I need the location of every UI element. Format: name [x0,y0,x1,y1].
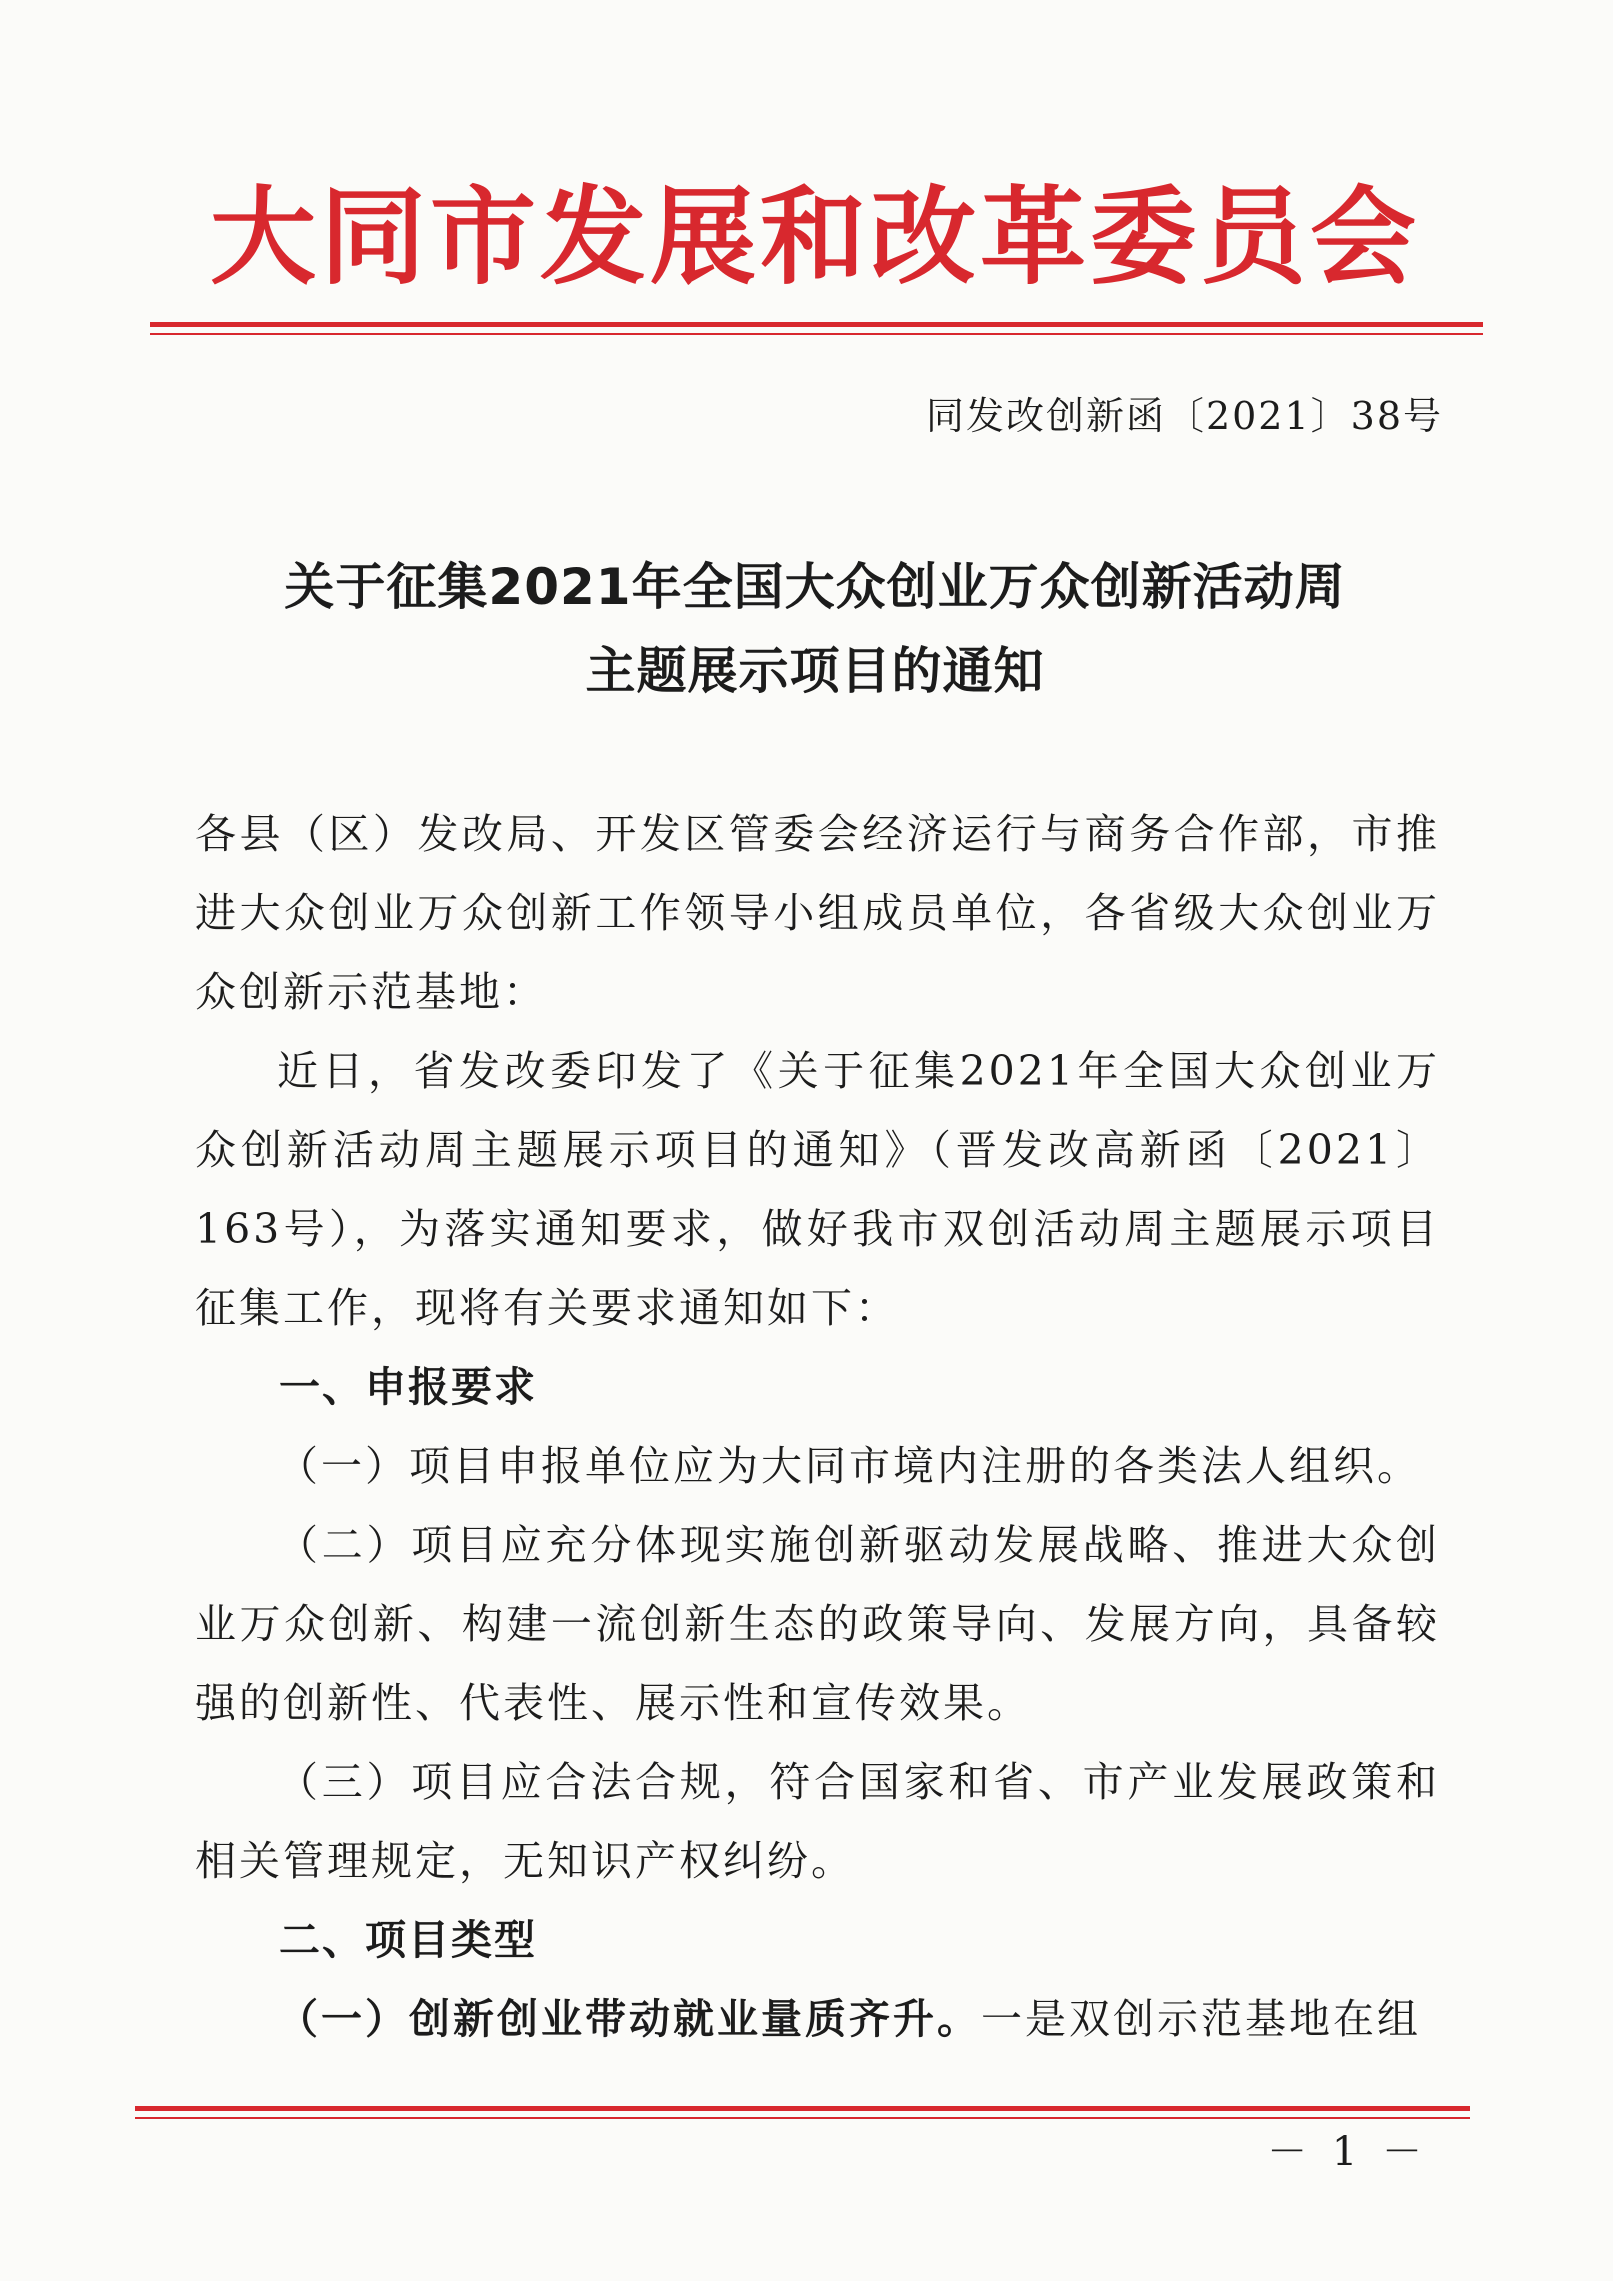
requirement-item-2: （二）项目应充分体现实施创新驱动发展战略、推进大众创业万众创新、构建一流创新生态的政策导向、发展方向，具备较强的创新性、代表性、展示性和宣传效果。 [195,1521,1440,1727]
addressees-paragraph: 各县（区）发改局、开发区管委会经济运行与商务合作部，市推进大众创业万众创新工作领导小组成员单位，各省级大众创业万众创新示范基地： [195,810,1440,1016]
footer-red-rule-thin [135,2117,1470,2119]
document-title [150,545,1480,713]
project-type-item-1-lead: （一）创新创业带动就业量质齐升。 [277,1995,981,2043]
section-heading-requirements: 一、申报要求 [279,1363,537,1411]
title-line-1: 关于征集2021年全国大众创业万众创新活动周 [284,558,1346,616]
title-line-2: 主题展示项目的通知 [585,642,1045,700]
intro-paragraph: 近日，省发改委印发了《关于征集2021年全国大众创业万众创新活动周主题展示项目的通知》（晋发改高新函〔2021〕163号），为落实通知要求，做好我市双创活动周主题展示项目征集工作，现将有关要求通知如下： [195,1047,1440,1332]
project-type-item-1-text: 一是双创示范基地在组 [981,1995,1421,2043]
section-heading-project-types: 二、项目类型 [279,1916,537,1964]
letterhead-red-rule [150,322,1483,327]
footer-red-rule [135,2106,1470,2111]
document-body [195,795,1440,2059]
page-number: － 1 － [1267,2129,1428,2175]
letterhead-organization: 大同市发展和改革委员会 [210,176,1420,299]
requirement-item-3: （三）项目应合法合规，符合国家和省、市产业发展政策和相关管理规定，无知识产权纠纷。 [195,1758,1440,1885]
project-type-item-1 [195,1980,1440,2059]
requirement-item-1: （一）项目申报单位应为大同市境内注册的各类法人组织。 [277,1442,1421,1490]
letterhead-red-rule-thin [150,333,1483,335]
document-number: 同发改创新函〔2021〕38号 [925,394,1443,438]
